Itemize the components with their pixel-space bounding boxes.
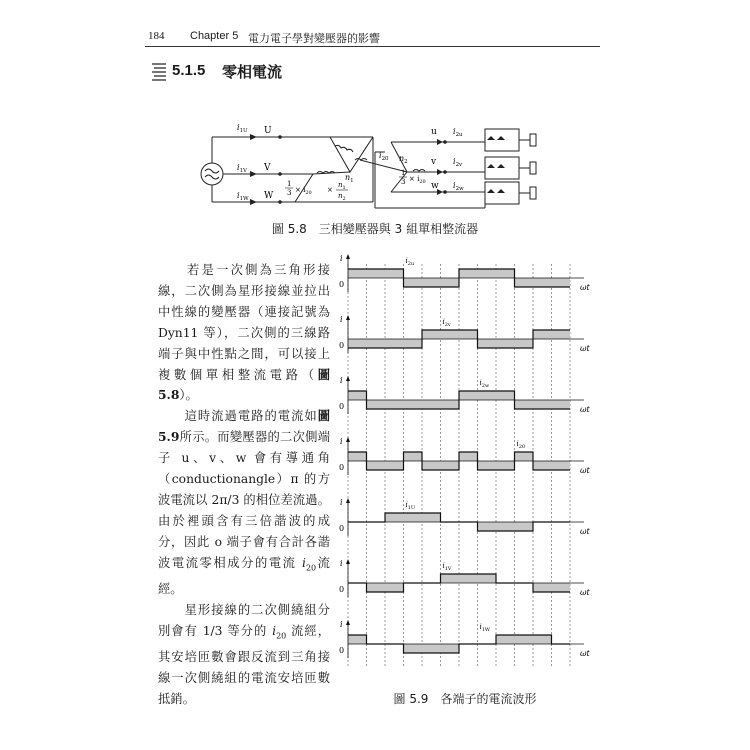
waveform-fill (404, 400, 423, 409)
waveform-fill (441, 400, 460, 409)
waveform-fill (533, 400, 552, 409)
waveform-fill (348, 635, 367, 644)
left-frac-den: 3 (287, 189, 292, 197)
chapter-title: 電力電子學對變壓器的影響 (248, 32, 380, 45)
label-W: W (264, 191, 274, 201)
axis-i-label: i (340, 498, 343, 507)
paragraph-3: 星形接線的二次側繞組分別會有 1/3 等分的 $i_{20}$ 流經，其安培匝數會跟反流到三角接線一次側繞組的電流安培匝數抵銷。 (158, 602, 330, 707)
waveform-fill (385, 513, 404, 522)
axis-wt-label: ωt (580, 527, 590, 536)
current-waveforms-figure (330, 254, 600, 685)
waveform-label: $i_{2w}$ (479, 379, 490, 389)
waveform-fill (478, 339, 497, 348)
waveform-fill (515, 400, 534, 409)
waveform-fill (385, 400, 404, 409)
waveform-fill (385, 461, 404, 470)
axis-arrow-icon (346, 376, 350, 381)
label-w: w (431, 181, 439, 191)
waveform-fill (441, 644, 460, 653)
waveform-fill (385, 339, 404, 348)
waveform-fill (367, 269, 386, 278)
waveform-fill (459, 391, 478, 400)
label-V: V (264, 163, 271, 173)
section-title: 零相電流 (222, 63, 283, 81)
waveform-label: $i_{20}$ (516, 440, 526, 450)
waveform-fill (459, 330, 478, 339)
axis-wt-label: ωt (580, 283, 590, 292)
waveform-fill (404, 278, 423, 287)
waveform-fill (348, 391, 367, 400)
label-i1U: $i_{1U}$ (237, 123, 248, 134)
waveform-fill (515, 278, 534, 287)
header-rule (145, 46, 600, 47)
label-n2: $n_2$ (399, 154, 408, 165)
waveform-fill (496, 635, 515, 644)
waveform-fill (533, 583, 552, 592)
axis-zero-label: 0 (339, 280, 345, 289)
axis-arrow-icon (346, 620, 350, 625)
axis-wt-label: ωt (580, 405, 590, 414)
axis-wt-label: ωt (580, 466, 590, 475)
axis-i-label: i (340, 559, 343, 568)
axis-i-label: i (340, 376, 343, 385)
waveform-fill (515, 452, 534, 461)
waveform-fill (552, 330, 571, 339)
waveform-fill (422, 278, 441, 287)
waveform-fill (533, 278, 552, 287)
waveform-fill (552, 583, 571, 592)
axis-i-label: i (340, 315, 343, 324)
waveform-fill (404, 513, 423, 522)
ratio-num: $n_1$ (338, 181, 346, 191)
waveform-fill (552, 461, 571, 470)
waveform-fill (367, 400, 386, 409)
waveform-fill (404, 452, 423, 461)
label-v: v (431, 157, 437, 167)
right-frac-num: 1 (401, 169, 406, 177)
axis-zero-label: 0 (339, 524, 345, 533)
waveform-fill (515, 522, 534, 531)
label-U: U (264, 126, 272, 136)
waveform-fill (422, 644, 441, 653)
waveform-fill (385, 269, 404, 278)
waveform-label: $i_{1U}$ (405, 501, 416, 511)
transformer-circuit-diagram (185, 112, 555, 212)
axis-arrow-icon (346, 315, 350, 320)
waveform-label: $i_{2v}$ (442, 318, 451, 328)
waveform-fill (441, 574, 460, 583)
body-text (158, 260, 330, 710)
waveform-fill (404, 339, 423, 348)
axis-zero-label: 0 (339, 402, 345, 411)
waveform-fill (478, 574, 497, 583)
paragraph-2: 這時流過電路的電流如圖 5.9所示。而變壓器的二次側端子 u、v、w 會有導通角（conductionangle）π 的方波電流以 2π/3 的相位差流過。由於裡頭含有三倍諧波的成分，因此 o 端子會有合計各諧波電流零相成分的電流 $i_{20}$流經。 (158, 408, 330, 597)
waveform-label: $i_{1W}$ (479, 623, 491, 633)
waveform-fill (348, 339, 367, 348)
waveform-fill (459, 574, 478, 583)
axis-wt-label: ωt (580, 344, 590, 353)
waveform-label: $i_{1V}$ (442, 562, 452, 572)
axis-wt-label: ωt (580, 588, 590, 597)
section-number: 5.1.5 (172, 62, 206, 79)
waveform-fill (515, 339, 534, 348)
left-frac-num: 1 (287, 180, 292, 188)
axis-arrow-icon (346, 437, 350, 442)
label-i2v: $i_{2v}$ (453, 157, 463, 168)
waveform-fill (367, 461, 386, 470)
waveform-fill (552, 400, 571, 409)
waveform-fill (441, 461, 460, 470)
waveform-fill (533, 461, 552, 470)
waveform-fill (367, 339, 386, 348)
axis-wt-label: ωt (580, 649, 590, 658)
axis-zero-label: 0 (339, 341, 345, 350)
paragraph-1: 若是一次側為三角形接線，二次側為星形接線並拉出中性線的變壓器（連接記號為 Dyn11 等），二次側的三線路端子與中性點之間，可以接上複數個單相整流電路（圖 5.8）。 (158, 263, 330, 403)
label-i2w: $i_{2w}$ (453, 181, 464, 192)
axis-i-label: i (340, 254, 343, 263)
label-i20: $i_{20}$ (379, 151, 389, 162)
waveform-fill (533, 330, 552, 339)
figure-5-9-caption: 圖 5.9 各端子的電流波形 (393, 692, 537, 706)
label-i1W: $i_{1W}$ (237, 191, 249, 202)
waveform-fill (515, 635, 534, 644)
waveform-fill (533, 635, 552, 644)
waveform-fill (422, 461, 441, 470)
axis-arrow-icon (346, 498, 350, 503)
axis-i-label: i (340, 437, 343, 446)
waveform-fill (459, 269, 478, 278)
section-stripes-icon (152, 63, 166, 81)
figure-5-8-caption: 圖 5.8 三相變壓器與 3 組單相整流器 (271, 222, 479, 236)
waveform-fill (441, 330, 460, 339)
right-frac-den: 3 (401, 178, 406, 186)
label-i2u: $i_{2u}$ (453, 127, 463, 138)
label-n1: $n_1$ (345, 173, 354, 184)
label-i1V: $i_{1V}$ (237, 163, 248, 174)
times-sign: × (327, 186, 333, 194)
waveform-fill (459, 452, 478, 461)
waveform-fill (422, 400, 441, 409)
waveform-fill (478, 269, 497, 278)
waveform-fill (441, 278, 460, 287)
axis-zero-label: 0 (339, 463, 345, 472)
waveform-fill (348, 269, 367, 278)
waveform-fill (348, 452, 367, 461)
waveform-fill (367, 583, 386, 592)
waveform-fill (478, 522, 497, 531)
waveform-fill (404, 644, 423, 653)
waveform-fill (496, 461, 515, 470)
ratio-den: $n_2$ (338, 192, 346, 202)
label-u: u (431, 127, 437, 137)
waveform-fill (496, 269, 515, 278)
axis-zero-label: 0 (339, 585, 345, 594)
waveform-fill (478, 461, 497, 470)
chapter-label: Chapter 5 (190, 30, 239, 42)
waveform-fill (478, 391, 497, 400)
axis-arrow-icon (346, 254, 350, 259)
left-expr: × $i_{20}$ (295, 186, 312, 196)
waveform-fill (385, 583, 404, 592)
page-number: 184 (148, 30, 165, 42)
axis-arrow-icon (346, 559, 350, 564)
waveform-fill (496, 391, 515, 400)
waveform-label: $i_{2u}$ (405, 257, 415, 267)
axis-zero-label: 0 (339, 646, 345, 655)
waveform-fill (496, 339, 515, 348)
waveform-fill (422, 513, 441, 522)
right-expr: × $i_{20}$ (409, 175, 426, 185)
waveform-fill (496, 522, 515, 531)
axis-i-label: i (340, 620, 343, 629)
waveform-fill (422, 330, 441, 339)
waveform-fill (552, 278, 571, 287)
